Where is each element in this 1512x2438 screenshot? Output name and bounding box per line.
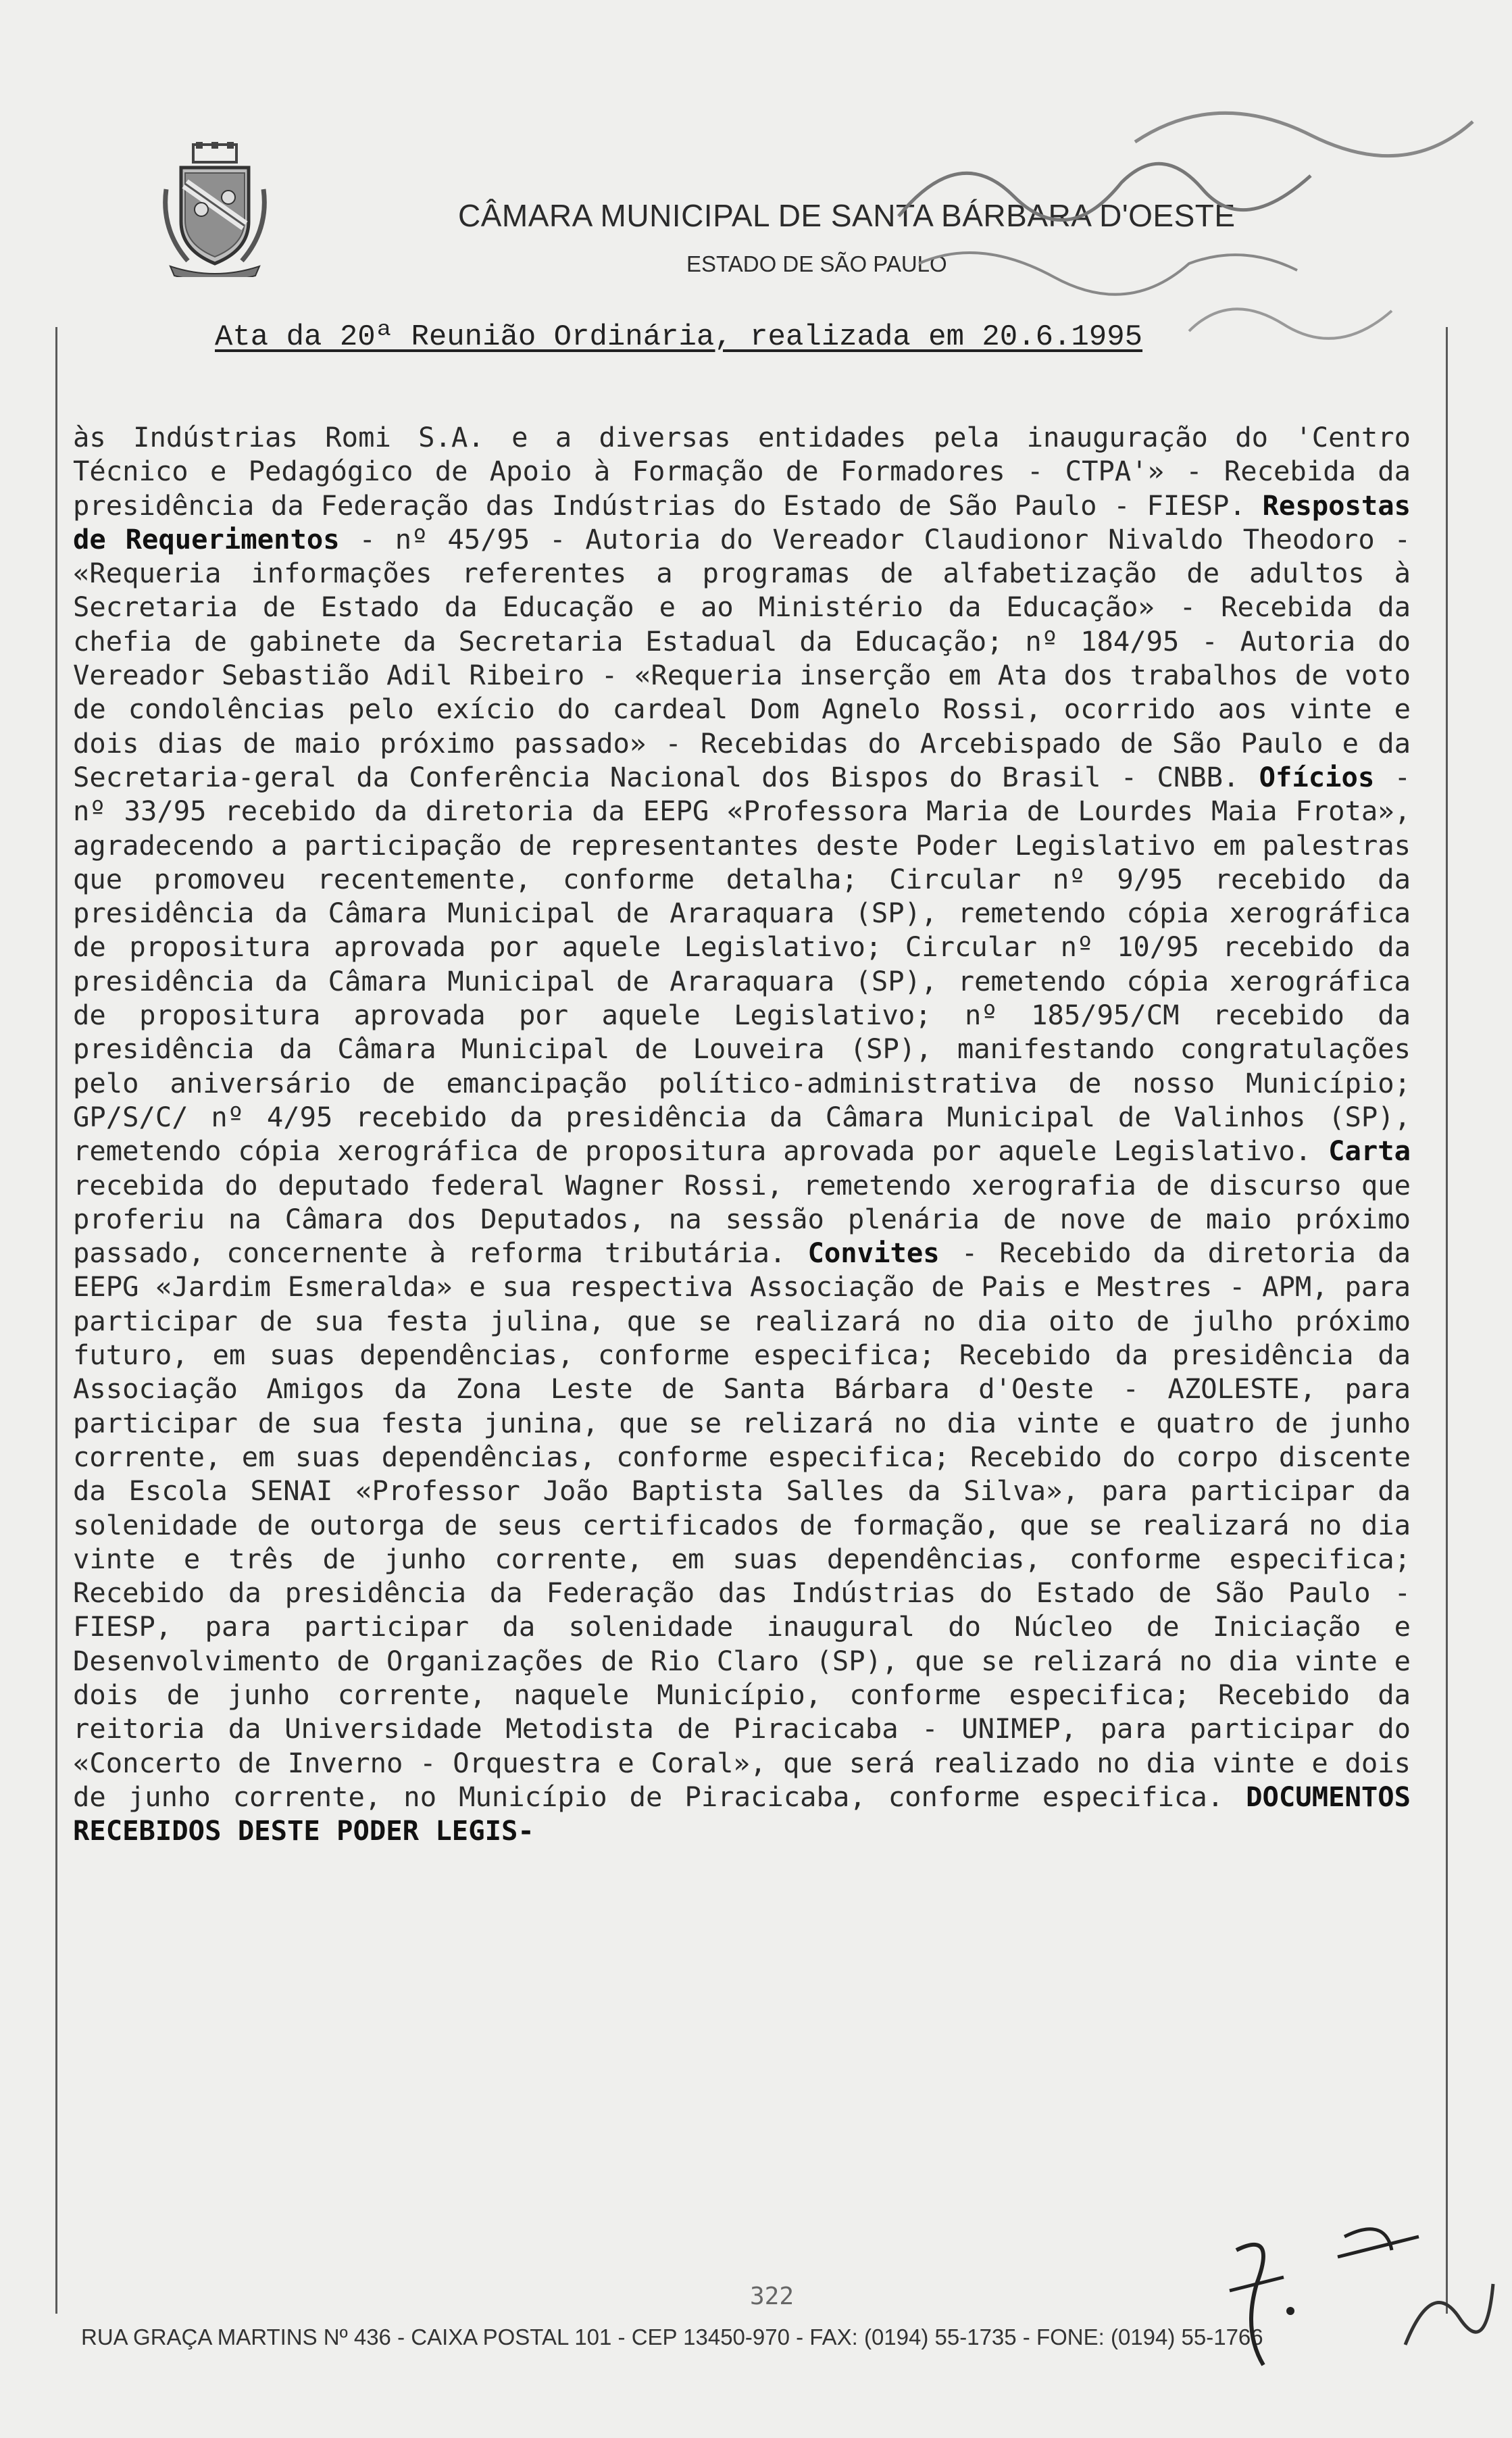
right-margin-rule bbox=[1446, 327, 1448, 2314]
minutes-body bbox=[73, 420, 1411, 1847]
section-respostas-heading: Respostas de Requerimentos bbox=[73, 489, 1411, 555]
page-number: 322 bbox=[750, 2283, 795, 2310]
left-margin-rule bbox=[55, 327, 57, 2314]
minutes-title: Ata da 20ª Reunião Ordinária, realizada em 20.6.1995 bbox=[215, 320, 1143, 354]
signature-rubric-bottom-icon bbox=[1162, 2210, 1500, 2385]
institution-name: CÂMARA MUNICIPAL DE SANTA BÁRBARA D'OESTE bbox=[458, 198, 1236, 233]
paragraph-respostas: - nº 45/95 - Autoria do Vereador Claudionor Nivaldo Theodoro - «Requeria informações referentes a programas de alfabetização de adultos à Secretaria de Estado da Educação e ao Ministério da Educação» - Recebida da chefia de gabinete da Secretaria Estadual da Educação; nº 184/95 - Autoria do Vereador Sebastião Adil Ribeiro - «Requeria inserção em Ata dos trabalhos de voto de condolências pelo exício do cardeal Dom Agnelo Rossi, ocorrido aos vinte e dois dias de maio próximo passado» - Recebidas do Arcebispado de São Paulo e da Secretaria-geral da Conferência Nacional dos Bispos do Brasil - CNBB. bbox=[73, 522, 1411, 793]
municipal-crest-icon bbox=[161, 142, 269, 277]
signature-scribble-top-icon bbox=[878, 61, 1486, 351]
paragraph-oficios: - nº 33/95 recebido da diretoria da EEPG «Professora Maria de Lourdes Maia Frota», agradecendo a participação de representantes deste Poder Legislativo em palestras que promoveu recentemente, conforme detalha; Circular nº 9/95 recebido da presidência da Câmara Municipal de Araraquara (SP), remetendo cópia xerográfica de propositura aprovada por aquele Legislativo; Circular nº 10/95 recebido da presidência da Câmara Municipal de Araraquara (SP), remetendo cópia xerográfica de propositura aprovada por aquele Legislativo; nº 185/95/CM recebido da presidência da Câmara Municipal de Louveira (SP), manifestando congratulações pelo aniversário de emancipação político-administrativa de nosso Município; GP/S/C/ nº 4/95 recebido da presidência da Câmara Municipal de Valinhos (SP), remetendo cópia xerográfica de propositura aprovada por aquele Legislativo. bbox=[73, 760, 1411, 1168]
paragraph-inauguracao: às Indústrias Romi S.A. e a diversas entidades pela inauguração do 'Centro Técnico e Pedagógico de Apoio à Formação de Formadores - CTPA'» - Recebida da presidência da Federação das Indústrias do Estado de São Paulo - FIESP. bbox=[73, 421, 1411, 522]
state-name: ESTADO DE SÃO PAULO bbox=[686, 251, 947, 276]
paragraph-convites: - Recebido da diretoria da EEPG «Jardim Esmeralda» e sua respectiva Associação de Pais e Mestres - APM, para participar de sua festa julina, que se realizará no dia oito de julho próximo futuro, em suas dependências, conforme especifica; Recebido da presidência da Associação Amigos da Zona Leste de Santa Bárbara d'Oeste - AZOLESTE, para participar de sua festa junina, que se relizará no dia vinte e quatro de junho corrente, em suas dependências, conforme especifica; Recebido do corpo discente da Escola SENAI «Professor João Baptista Salles da Silva», para participar da solenidade de outorga de seus certificados de formação, que se realizará no dia vinte e três de junho corrente, em suas dependências, conforme especifica; Recebido da presidência da Federação das Indústrias do Estado de São Paulo - FIESP, para participar da solenidade inaugural do Núcleo de Iniciação e Desenvolvimento de Organizações de Rio Claro (SP), que se relizará no dia vinte e dois de junho corrente, naquele Município, conforme especifica; Recebido da reitoria da Universidade Metodista de Piracicaba - UNIMEP, para participar do «Concerto de Inverno - Orquestra e Coral», que será realizado no dia vinte e dois de junho corrente, no Município de Piracicaba, conforme especifica. bbox=[73, 1237, 1411, 1813]
section-documentos-heading: DOCUMENTOS RECEBIDOS DESTE PODER LEGIS- bbox=[73, 1780, 1411, 1847]
paragraph-carta: recebida do deputado federal Wagner Rossi, remetendo xerografia de discurso que proferiu na Câmara dos Deputados, na sessão plenária de nove de maio próximo passado, concernente à reforma tributária. bbox=[73, 1168, 1411, 1270]
section-convites-heading: Convites bbox=[807, 1237, 940, 1270]
section-carta-heading: Carta bbox=[1328, 1135, 1411, 1168]
section-oficios-heading: Ofícios bbox=[1259, 760, 1375, 793]
address-footer: RUA GRAÇA MARTINS Nº 436 - CAIXA POSTAL 101 - CEP 13450-970 - FAX: (0194) 55-1735 - FONE: (0194) 55-1766 bbox=[81, 2324, 1263, 2349]
